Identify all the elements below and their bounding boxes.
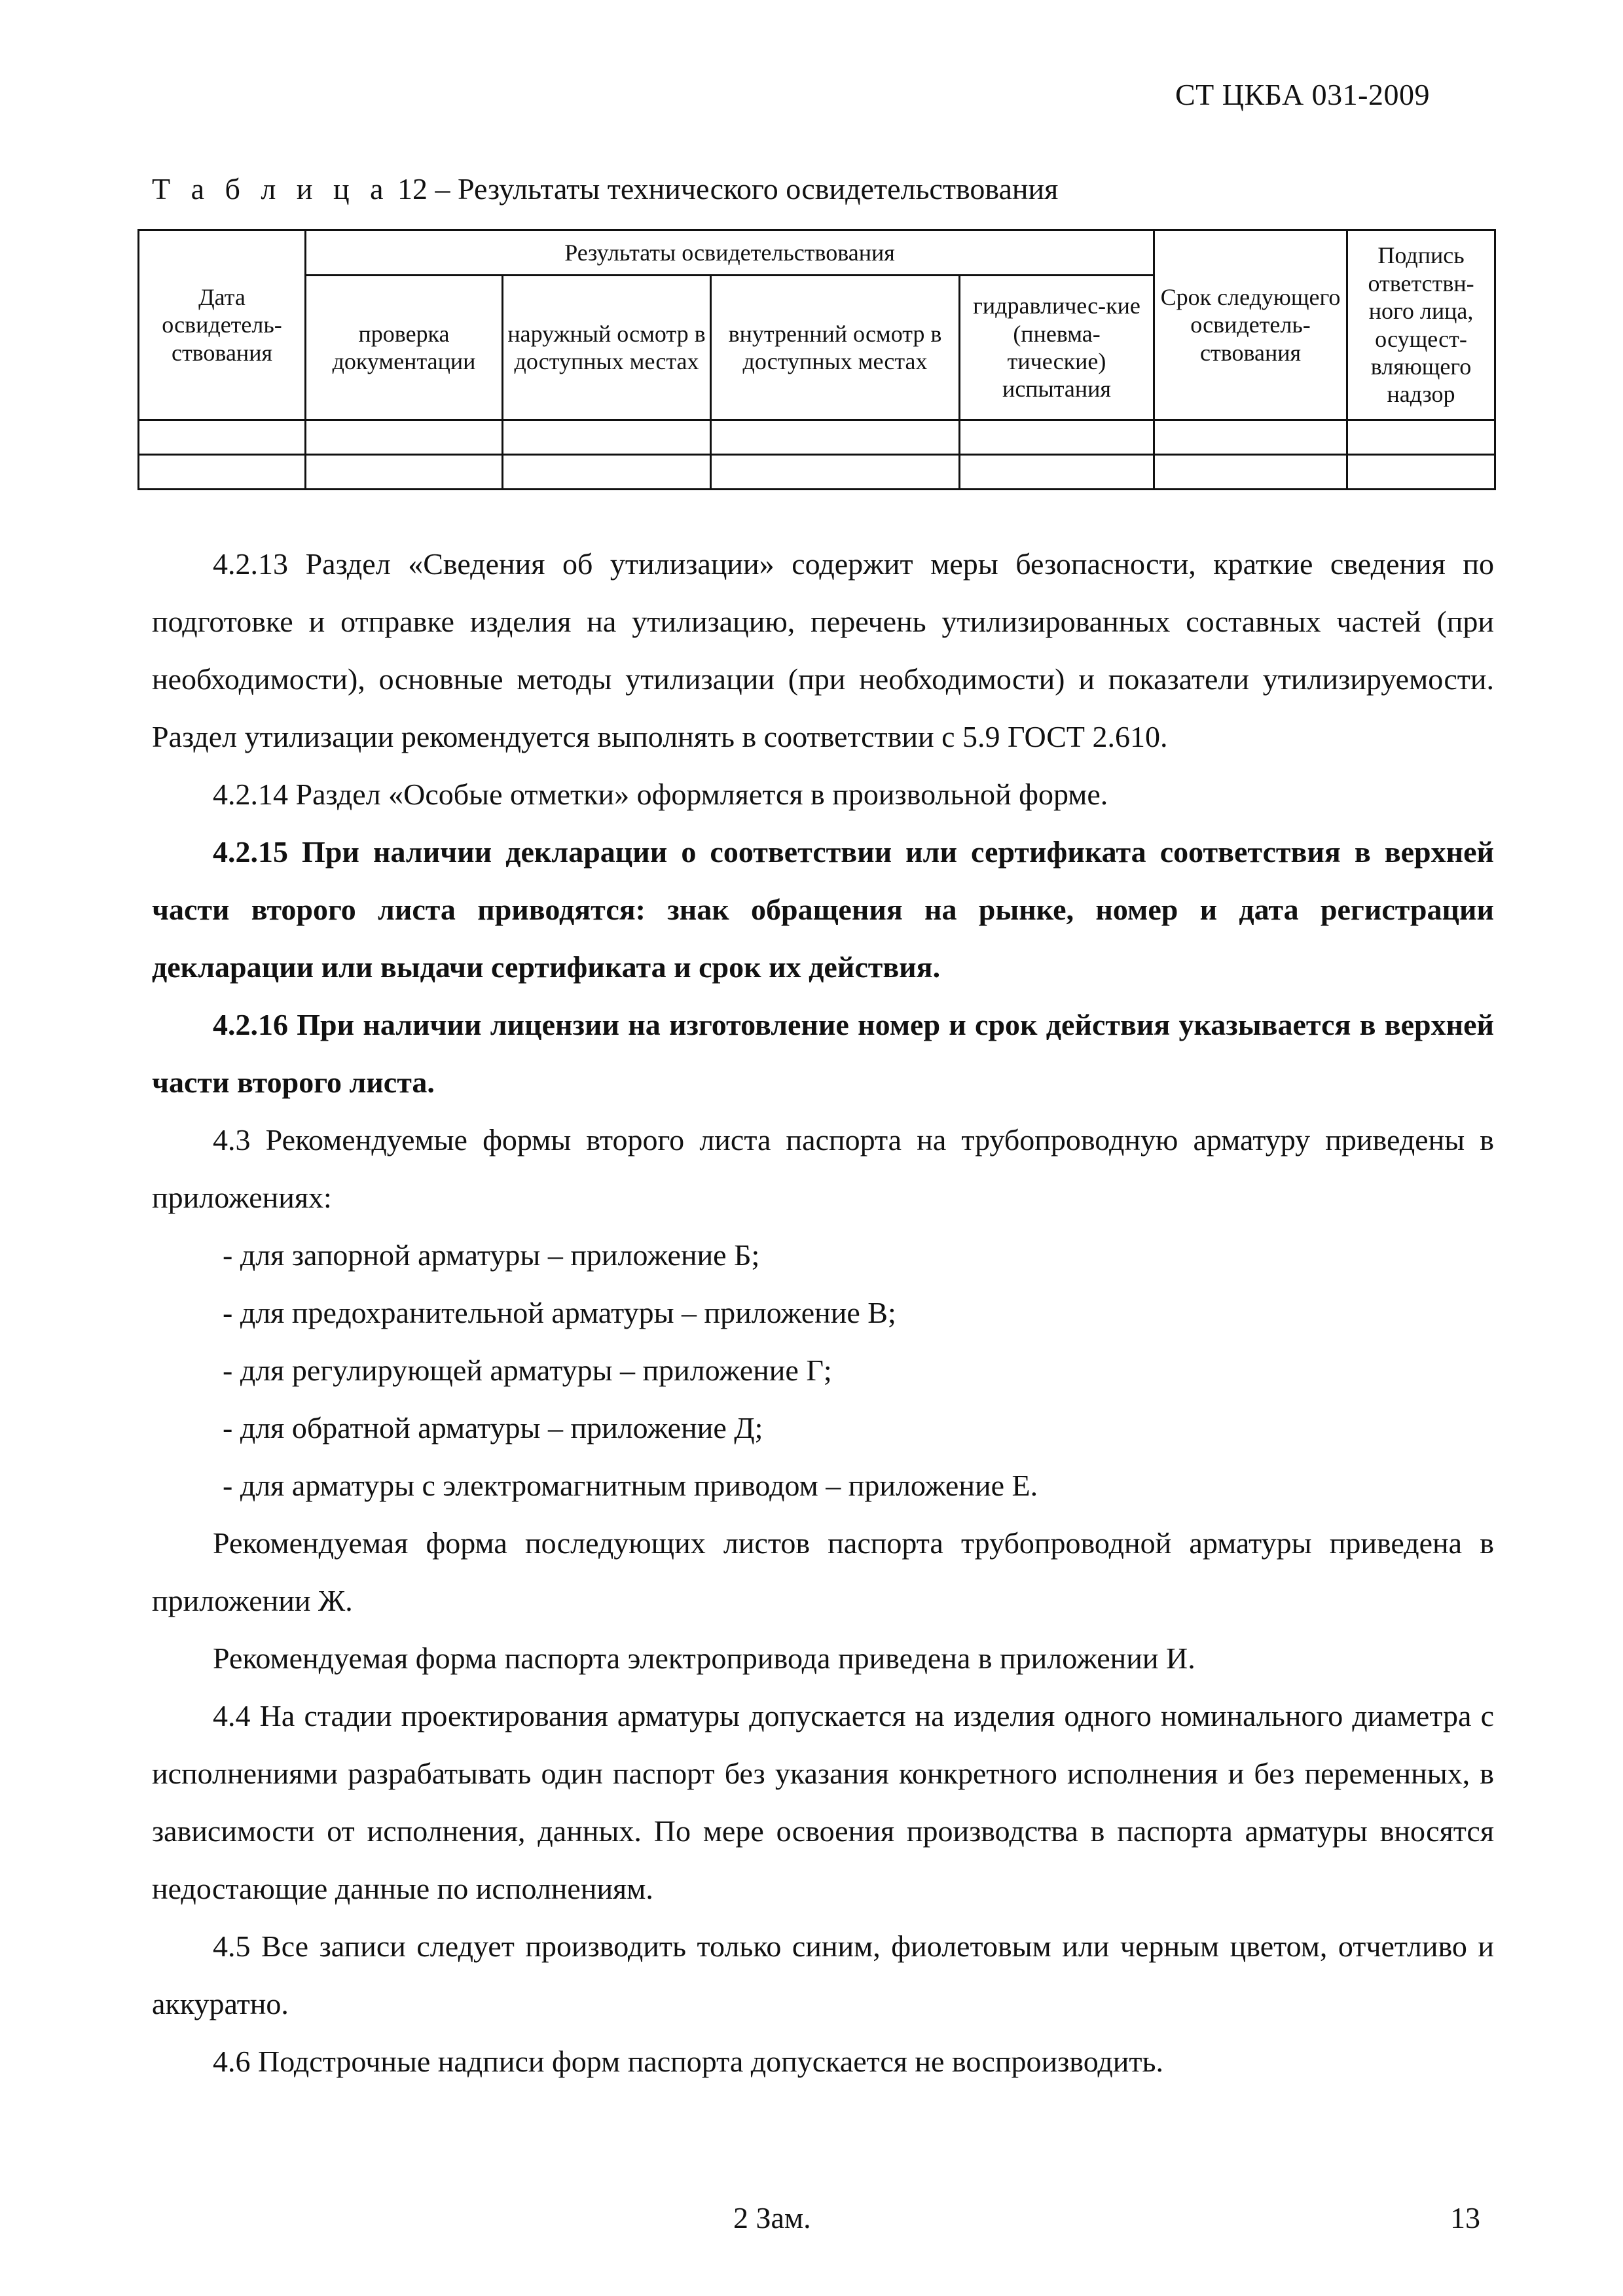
table-cell — [1154, 420, 1347, 455]
table-cell — [139, 455, 306, 490]
list-item: - для предохранительной арматуры – приложение В; — [223, 1296, 896, 1329]
paragraph-4-5: 4.5 Все записи следует производить только синим, фиолетовым или черным цветом, отчетливо и аккуратно. — [152, 1929, 1494, 2020]
paragraph-4-3: 4.3 Рекомендуемые формы второго листа паспорта на трубопроводную арматуру приведены в приложениях: — [152, 1123, 1494, 1214]
column-group-results: Результаты освидетельствования — [306, 230, 1154, 276]
column-inspection-date: Дата освидетель-ствования — [139, 230, 306, 420]
table-cell — [503, 420, 711, 455]
table-cell — [139, 420, 306, 455]
list-item: - для обратной арматуры – приложение Д; — [223, 1411, 763, 1444]
paragraph-next-sheets: Рекомендуемая форма последующих листов паспорта трубопроводной арматуры приведена в приложении Ж. — [152, 1526, 1494, 1617]
table-cell — [306, 455, 503, 490]
column-next-inspection: Срок следующего освидетель-ствования — [1154, 230, 1347, 420]
column-documentation-check: проверка документации — [306, 276, 503, 420]
paragraph-4-2-14: 4.2.14 Раздел «Особые отметки» оформляется в произвольной форме. — [213, 778, 1108, 811]
paragraph-4-2-13: 4.2.13 Раздел «Сведения об утилизации» содержит меры безопасности, краткие сведения по подготовке и отправке изделия на утилизацию, перечень утилизированных составных частей (при необходимости), основные методы утилизации (при необходимости) и показатели утилизируемости. Раздел утилизации рекомендуется выполнять в соответствии с 5.9 ГОСТ 2.610. — [152, 547, 1494, 753]
table-cell — [306, 420, 503, 455]
column-external-inspection: наружный осмотр в доступных местах — [503, 276, 711, 420]
list-item: - для арматуры с электромагнитным приводом – приложение Е. — [223, 1469, 1038, 1502]
table-caption-prefix: Т а б л и ц а — [152, 172, 390, 206]
table-row — [139, 420, 1495, 455]
table-cell — [960, 420, 1154, 455]
amendment-note: 2 Зам. — [733, 2201, 811, 2234]
paragraph-4-2-16: 4.2.16 При наличии лицензии на изготовление номер и срок действия указывается в верхней части второго листа. — [152, 1008, 1494, 1099]
list-item: - для запорной арматуры – приложение Б; — [223, 1238, 760, 1272]
inspection-results-table — [137, 229, 1496, 490]
document-body — [152, 535, 1494, 2090]
paragraph-electric-drive: Рекомендуемая форма паспорта электропривода приведена в приложении И. — [213, 1641, 1195, 1675]
table-cell — [711, 420, 960, 455]
table-caption — [152, 171, 1058, 206]
table-cell — [960, 455, 1154, 490]
table-cell — [1347, 455, 1495, 490]
paragraph-4-6: 4.6 Подстрочные надписи форм паспорта допускается не воспроизводить. — [213, 2045, 1163, 2078]
column-internal-inspection: внутренний осмотр в доступных местах — [711, 276, 960, 420]
table-cell — [503, 455, 711, 490]
list-item: - для регулирующей арматуры – приложение Г; — [223, 1354, 832, 1387]
table-row — [139, 455, 1495, 490]
paragraph-4-2-15: 4.2.15 При наличии декларации о соответствии или сертификата соответствия в верхней части второго листа приводятся: знак обращения на рынке, номер и дата регистрации декларации или выдачи сертификата и срок их действия. — [152, 835, 1494, 984]
paragraph-4-4: 4.4 На стадии проектирования арматуры допускается на изделия одного номинального диаметра с исполнениями разрабатывать один паспорт без указания конкретного исполнения и без переменных, в зависимости от исполнения, данных. По мере освоения производства в паспорта арматуры вносятся недостающие данные по исполнениям. — [152, 1699, 1494, 1905]
table-cell — [711, 455, 960, 490]
table-caption-title: 12 – Результаты технического освидетельствования — [390, 172, 1059, 206]
column-hydraulic-tests: гидравличес-кие (пневма-тические) испытания — [960, 276, 1154, 420]
document-code: СТ ЦКБА 031-2009 — [1175, 78, 1430, 111]
table-cell — [1347, 420, 1495, 455]
table-cell — [1154, 455, 1347, 490]
column-signature: Подпись ответствн-ного лица, осущест-вляющего надзор — [1347, 230, 1495, 420]
page-number: 13 — [1450, 2201, 1480, 2234]
